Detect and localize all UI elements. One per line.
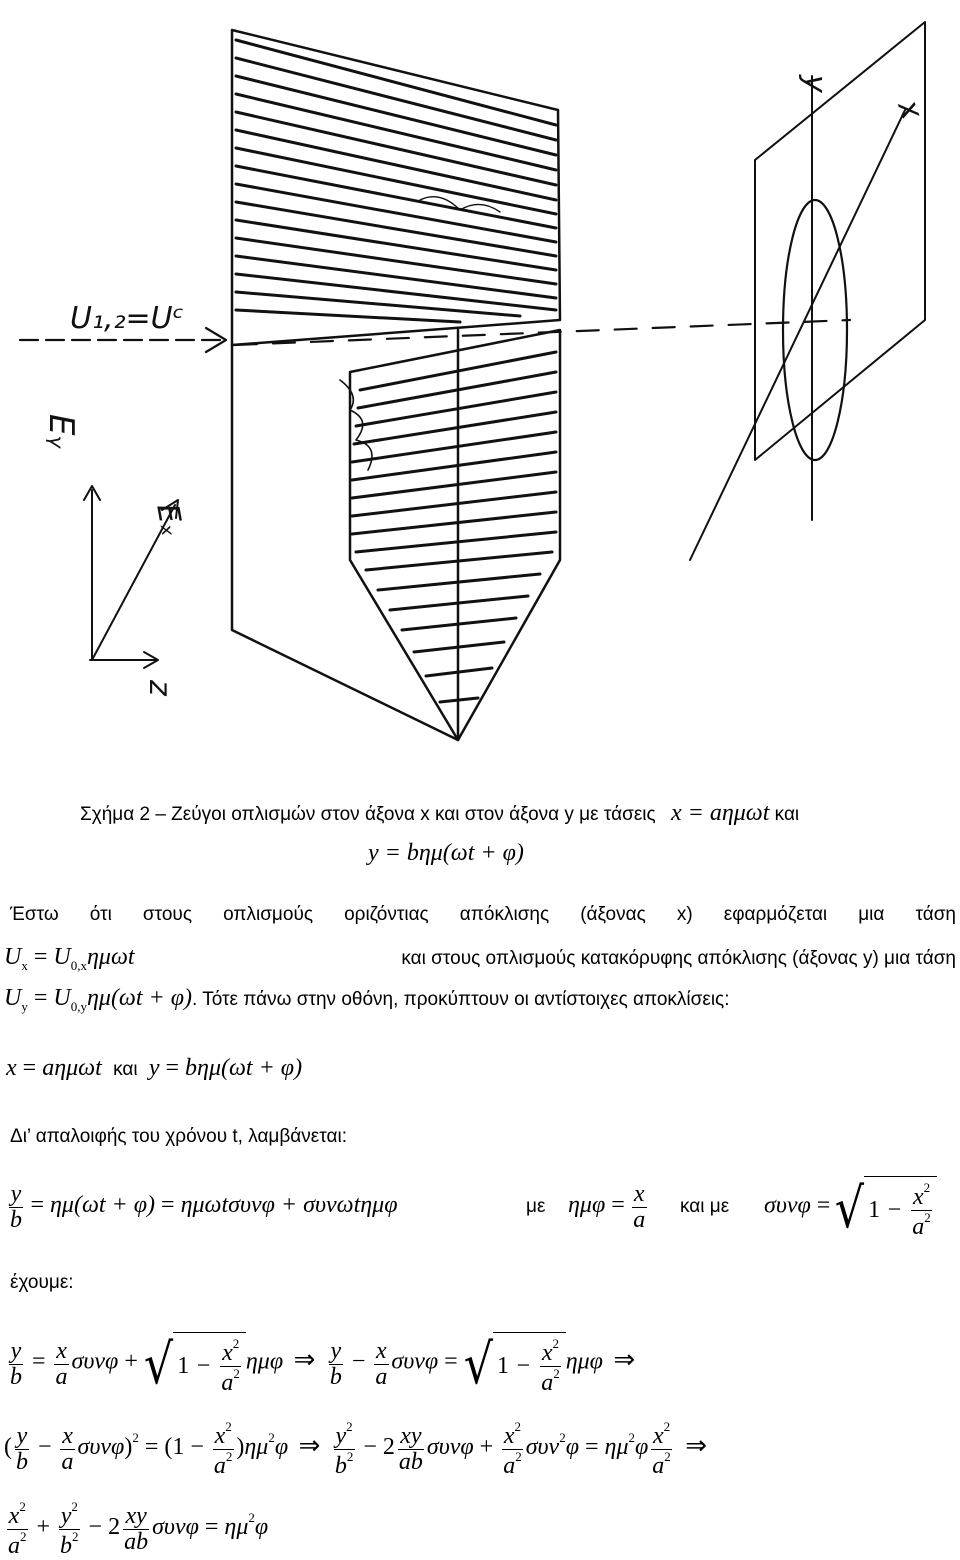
- paragraph-line-3-text: . Τότε πάνω στην οθόνη, προκύπτουν οι αντίστοιχες αποκλίσεις:: [192, 989, 730, 1010]
- cos-phi-definition: συνφ = √ 1 − $\frac{x^2}{a^2}$: [764, 1176, 937, 1240]
- ux-equation: $U_x = U_{0,x}\eta\mu\omega t$: [4, 944, 135, 973]
- x-deflection: x = aημωt: [6, 1055, 102, 1081]
- caption-eq-x: x = aημωt: [670, 800, 770, 826]
- implies-icon: ⇒: [298, 1430, 321, 1461]
- paragraph-line-2-text: και στους οπλισμούς κατακόρυφης απόκλισης (άξονας y) μια τάση: [401, 948, 956, 969]
- and-with-label: και με: [680, 1196, 730, 1217]
- top-plate-hatching: [236, 40, 556, 322]
- with-label: με: [526, 1196, 546, 1217]
- elimination-text: Δι’ απαλοιφής του χρόνου t, λαμβάνεται:: [10, 1126, 347, 1147]
- lissajous-ellipse: [783, 200, 847, 460]
- equation-row-3: ( $\frac{y}{b}$ − $\frac{x}{a}$ συνφ)$^2$ = (1 − $\frac{x^2}{a^2}$ )$\eta\mu^2\varphi$ ⇒ $\frac{y^2}{b^2}$ − 2 $\frac{xy}{ab}$ συνφ + $\frac{x^2}{a^2}$ $\sigma\upsilon\nu^2\varphi = \eta\mu^2\varphi$ $\frac{x^2}{a^2}$ ⇒: [4, 1419, 708, 1480]
- fraction-y-b: $\frac{y}{b}$: [10, 1181, 22, 1234]
- voltage-label: U₁,₂=Uᶜ: [70, 301, 184, 336]
- deflection-equations: [6, 1055, 302, 1082]
- we-have-text: έχουμε:: [10, 1272, 74, 1293]
- paragraph-line-2: [4, 944, 956, 974]
- e-y-label: Eᵧ: [41, 414, 81, 449]
- caption-text: Σχήμα 2 – Ζεύγοι οπλισμών στον άξονα x και στον άξονα y με τάσεις: [80, 804, 656, 825]
- deflection-and: και: [113, 1059, 138, 1080]
- y-deflection: y = bημ(ωt + φ): [148, 1055, 303, 1081]
- e-x-label: Eₓ: [149, 501, 190, 539]
- top-plate-outline: [232, 30, 560, 345]
- screen-outline: [755, 22, 925, 460]
- caption-and: και: [774, 804, 800, 825]
- caption-eq-y: y = bημ(ωt + φ): [368, 840, 524, 866]
- implies-icon: ⇒: [613, 1345, 636, 1376]
- sin-phi-definition: ημφ = $\frac{x}{a}$: [568, 1181, 646, 1234]
- figure-caption: [80, 800, 799, 827]
- screen-x-axis: [690, 110, 905, 560]
- equation-row-4: $\frac{x^2}{a^2}$ + $\frac{y^2}{b^2}$ − 2 $\frac{xy}{ab}$ $\sigma\upsilon\nu\varphi = \eta\mu^2\varphi$: [8, 1499, 269, 1560]
- paragraph-line-3: [4, 985, 729, 1015]
- equation-row-1: [6, 1182, 397, 1233]
- y-axis-label: y: [797, 75, 832, 93]
- z-label: z: [142, 680, 177, 696]
- equation-row-2: $\frac{y}{b}$ = $\frac{x}{a}$ συνφ + √ 1 − $\frac{x^2}{a^2}$ ημφ ⇒ $\frac{y}{b}$ − $\frac{x}{a}$ συνφ = √ 1 − $\frac{x^2}{a^2}$ ημφ ⇒: [10, 1331, 636, 1397]
- paragraph-line-1: Έστω ότι στους οπλισμούς οριζόντιας απόκλισης (άξονας x) εφαρμόζεται μια τάση: [10, 904, 956, 925]
- lower-plate-hatching: [352, 352, 556, 702]
- expansion: = ημ(ωt + φ) = ημωtσυνφ + συνωtημφ: [30, 1191, 398, 1218]
- front-box-outline: [232, 330, 458, 740]
- uy-equation: $U_y = U_{0,y}\eta\mu(\omega t + \varphi)$: [4, 985, 193, 1014]
- implies-icon: ⇒: [685, 1430, 708, 1461]
- electron-beam-line: [235, 320, 850, 345]
- implies-icon: ⇒: [293, 1345, 316, 1376]
- x-axis-label: x: [890, 95, 930, 125]
